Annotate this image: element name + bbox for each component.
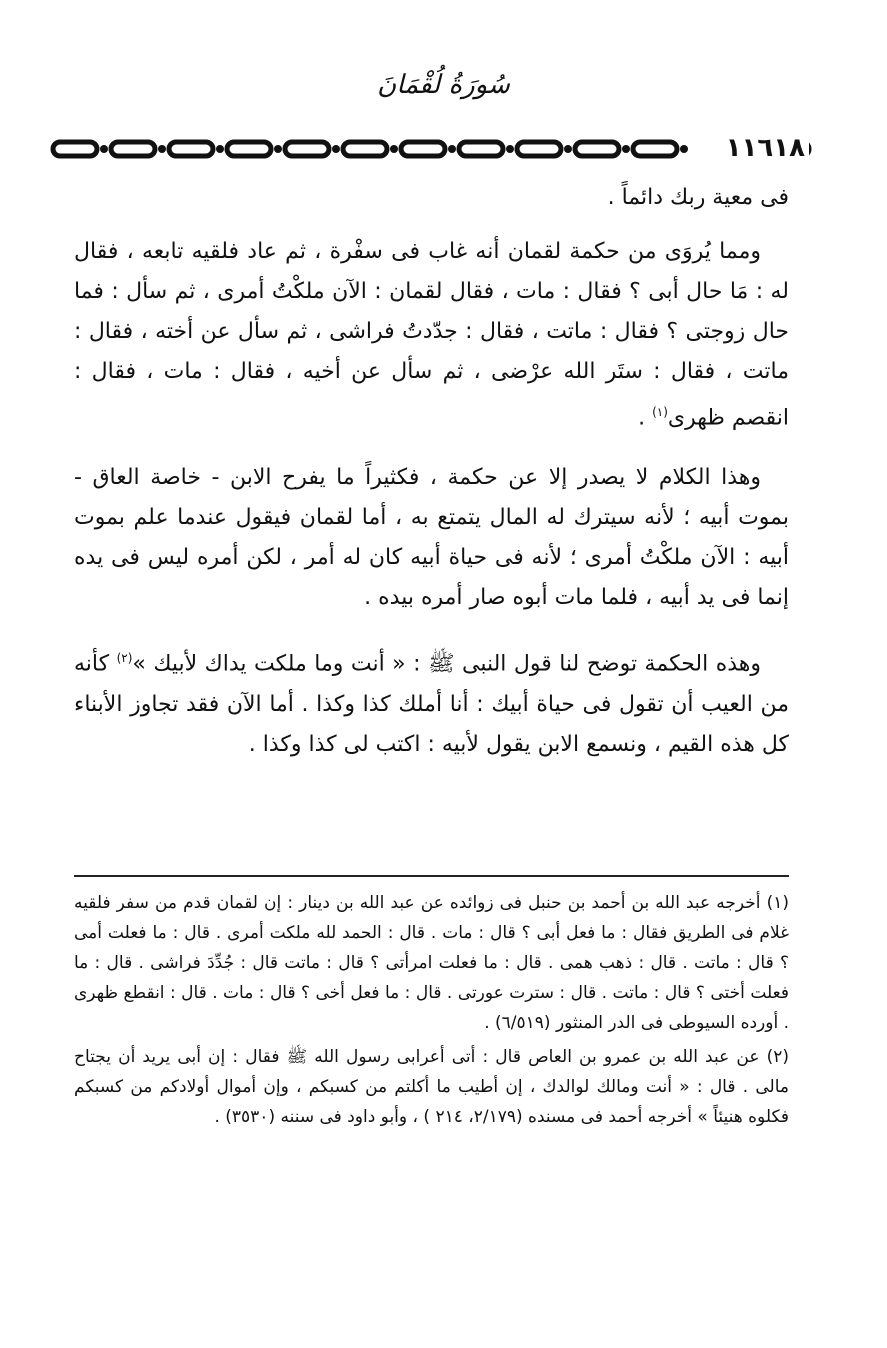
footnote-ref-2[interactable]: (٢): [116, 651, 133, 666]
footnote-1-text: أخرجه عبد الله بن أحمد بن حنبل فى زوائده عن عبد الله بن دينار : إن لقمان قدم من سفر فلقيه غلام فى الطريق فقال : ما فعل أبى ؟ قال : مات . قال : الحمد لله ملكت أمرى . قال : ما فعلت أمى ؟ قال : ماتت . قال : ذهب همى . قال : ما فعلت امرأتى ؟ قال : ماتت قال : جُدِّدَ فراشى . قال : ما فعلت أختى ؟ قال : ماتت . قال : سترت عورتى . قال : ما فعل أخى ؟ قال : مات . قال : انقطع ظهرى . أورده السيوطى فى الدر المنثور (٦/٥١٩) .: [74, 893, 789, 1033]
body-text: [74, 178, 789, 785]
paragraph-1: فى معية ربك دائماً .: [607, 185, 789, 210]
ornamental-divider: [45, 138, 815, 160]
paragraph-2-text: ومما يُروَى من حكمة لقمان أنه غاب فى سفْرة ، ثم عاد فلقيه تابعه ، فقال له : مَا حال أبى ؟ فقال : مات ، فقال لقمان : الآن ملكْتُ أمرى ، ثم سأل : فما حال زوجتى ؟ فقال : ماتت ، فقال : جدّدتُ فراشى ، ثم سأل عن أخته ، فقال : ماتت ، فقال : ستَر الله عرْضى ، ثم سأل عن أخيه ، فقال : مات ، فقال : انقصم ظهرى: [74, 239, 789, 431]
paragraph-4: [74, 638, 789, 764]
paragraph-4-text-a: وهذه الحكمة توضح لنا قول النبى ﷺ : « أنت وما ملكت يداك لأبيك »: [132, 651, 761, 677]
footnote-1: [74, 888, 789, 1038]
footnote-2-number: (٢): [766, 1047, 790, 1067]
footnote-separator: [74, 875, 789, 877]
paragraph-3: وهذا الكلام لا يصدر إلا عن حكمة ، فكثيراً ما يفرح الابن - خاصة العاق - بموت أبيه ؛ لأنه سيترك له المال يتمتع به ، أما لقمان فيقول عندما علم بموت أبيه : الآن ملكْتُ أمرى ؛ لأنه فى حياة أبيه كان له أمر ، لكن أمره ليس فى يده إنما فى يد أبيه ، فلما مات أبوه صار أمره بيده .: [74, 465, 789, 611]
footnote-1-number: (١): [766, 893, 789, 913]
surah-title: سُورَةُ لُقْمَانَ: [377, 70, 510, 100]
footnote-2: [74, 1042, 789, 1132]
paragraph-2: [74, 232, 789, 438]
paragraph-4-text-b: كأنه من العيب أن تقول فى حياة أبيك : أنا أملك كذا وكذا . أما الآن فقد تجاوز الأبناء كل هذه القيم ، ونسمع الابن يقول لأبيه : اكتب لى كذا وكذا .: [74, 651, 789, 757]
paragraph-2-end: .: [638, 405, 653, 431]
footnotes: [74, 888, 789, 1136]
footnote-ref-1[interactable]: (١): [652, 405, 668, 419]
page-number: ١١٦١٨: [722, 133, 809, 163]
footnote-2-text: عن عبد الله بن عمرو بن العاص قال : أتى أعرابى رسول الله ﷺ فقال : إن أبى يريد أن يجتاح مالى . قال : « أنت ومالك لوالدك ، إن أطيب ما أكلتم من كسبكم ، وإن أموال أولادكم من كسبكم فكلوه هنيئاً » أخرجه أحمد فى مسنده (٢/١٧٩، ٢١٤ ) ، وأبو داود فى سننه (٣٥٣٠) .: [74, 1047, 789, 1127]
